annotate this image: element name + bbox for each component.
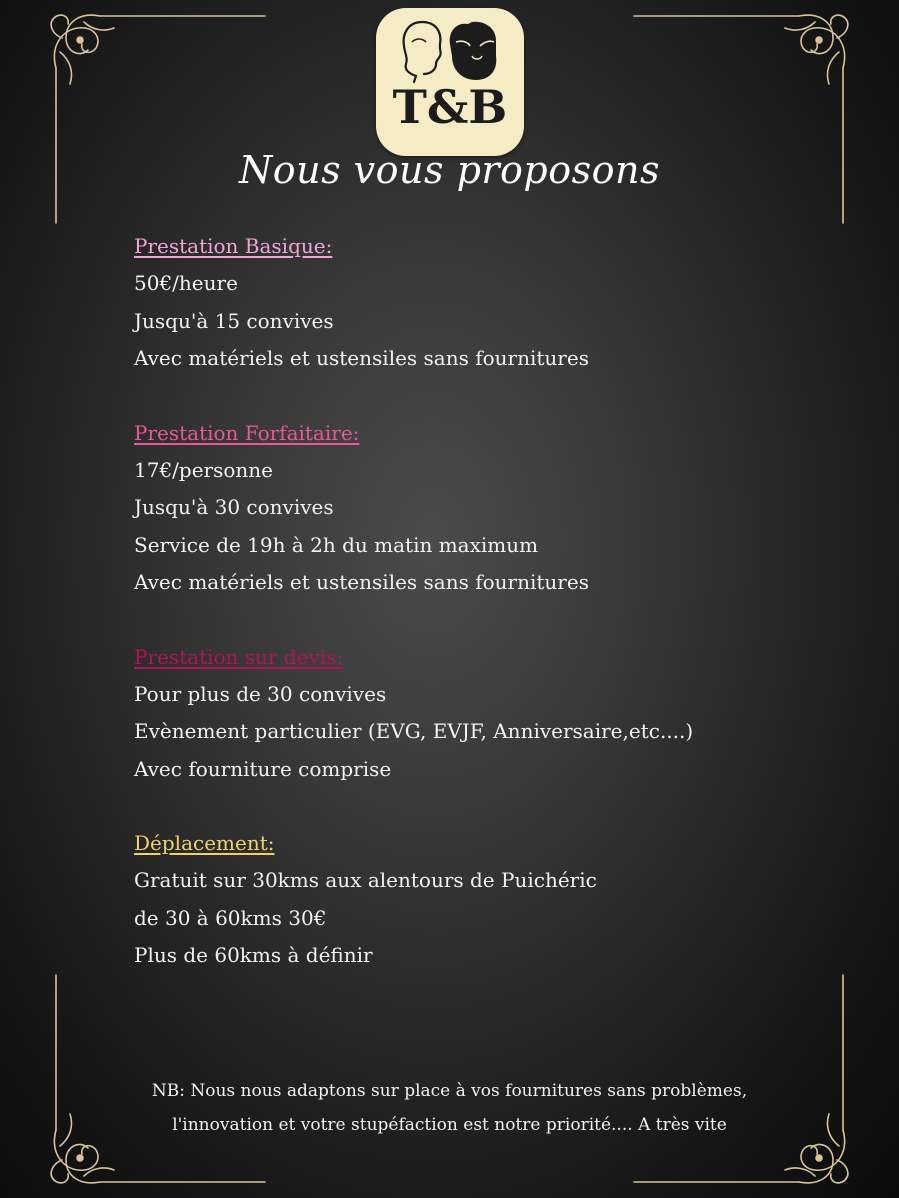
- section-line: Evènement particulier (EVG, EVJF, Anniversaire,etc....): [134, 719, 694, 743]
- logo-text: T&B: [392, 80, 508, 134]
- section-line: Jusqu'à 30 convives: [134, 495, 334, 519]
- page-title: Nous vous proposons: [238, 148, 660, 192]
- section-prestation-forfaitaire: [134, 415, 814, 602]
- section-line: Plus de 60kms à définir: [134, 943, 373, 967]
- section-heading: Prestation Basique:: [134, 234, 333, 258]
- section-line: Jusqu'à 15 convives: [134, 308, 334, 333]
- brand-logo: [376, 8, 524, 156]
- section-line: Avec fourniture comprise: [134, 756, 392, 781]
- section-prestation-basique: [134, 228, 814, 378]
- footer-note-line-1: NB: Nous nous adaptons sur place à vos fournitures sans problèmes,: [151, 1081, 748, 1101]
- section-line: Avec matériels et ustensiles sans fournitures: [134, 570, 589, 594]
- section-line: Avec matériels et ustensiles sans fournitures: [134, 346, 589, 370]
- section-heading: Déplacement:: [134, 831, 275, 855]
- section-line: 17€/personne: [134, 457, 274, 482]
- footer-note: [0, 1074, 899, 1142]
- section-line: 50€/heure: [134, 271, 238, 295]
- section-line: de 30 à 60kms 30€: [134, 905, 327, 930]
- section-deplacement: [134, 825, 814, 975]
- footer-note-line-2: l'innovation et votre stupéfaction est notre priorité.... A très vite: [172, 1115, 727, 1135]
- offers-list: [134, 228, 814, 975]
- section-heading: Prestation sur devis:: [134, 644, 344, 669]
- section-prestation-sur-devis: [134, 639, 814, 789]
- section-heading: Prestation Forfaitaire:: [134, 420, 360, 445]
- section-line: Service de 19h à 2h du matin maximum: [134, 532, 539, 557]
- corner-ornament-top-left: [40, 8, 270, 238]
- section-line: Pour plus de 30 convives: [134, 681, 387, 706]
- corner-ornament-top-right: [629, 8, 859, 238]
- section-line: Gratuit sur 30kms aux alentours de Puichéric: [134, 868, 597, 892]
- two-faces-icon: [392, 16, 508, 84]
